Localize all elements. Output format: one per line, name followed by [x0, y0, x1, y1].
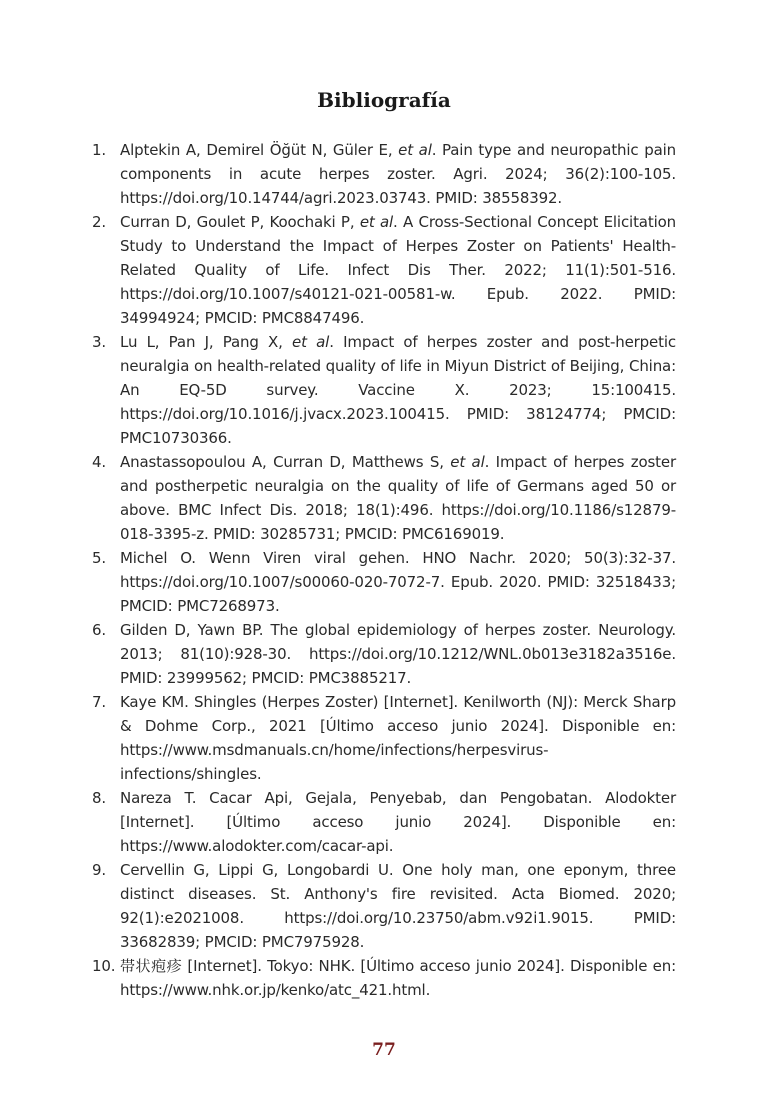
reference-text: Nareza T. Cacar Api, Gejala, Penyebab, dan Pengobatan. Alodokter [Internet]. [Último acceso junio 2024]. Disponible en: https://www.alodokter.com/cacar-api.	[120, 789, 676, 855]
reference-item	[92, 786, 676, 858]
reference-text: . Pain type and neuropathic pain components in acute herpes zoster. Agri. 2024; 36(2):100-105. https://doi.org/10.14744/agri.2023.03743. PMID: 38558392.	[120, 141, 676, 207]
reference-text: Gilden D, Yawn BP. The global epidemiology of herpes zoster. Neurology. 2013; 81(10):928-30. https://doi.org/10.1212/WNL.0b013e3182a3516e. PMID: 23999562; PMCID: PMC3885217.	[120, 621, 676, 687]
reference-number: 4.	[92, 453, 107, 471]
reference-text: Cervellin G, Lippi G, Longobardi U. One holy man, one eponym, three distinct diseases. St. Anthony's fire revisited. Acta Biomed. 2020; 92(1):e2021008. https://doi.org/10.23750/abm.v92i1.9015. PMID: 33682839; PMCID: PMC7975928.	[120, 861, 676, 951]
reference-number: 3.	[92, 333, 107, 351]
reference-item	[92, 858, 676, 954]
reference-text: Anastassopoulou A, Curran D, Matthews S,	[120, 453, 451, 471]
reference-item	[92, 450, 676, 546]
reference-item	[92, 690, 676, 786]
reference-text: . Impact of herpes zoster and post-herpetic neuralgia on health-related quality of life in Miyun District of Beijing, China: An EQ-5D survey. Vaccine X. 2023; 15:100415. https://doi.org/10.1016/j.jvacx.2023.100415. PMID: 38124774; PMCID: PMC10730366.	[120, 333, 676, 447]
reference-number: 5.	[92, 549, 107, 567]
page-title: Bibliografía	[317, 88, 451, 112]
reference-text: . A Cross-Sectional Concept Elicitation Study to Understand the Impact of Herpes Zoster on Patients' Health-Related Quality of Life. Infect Dis Ther. 2022; 11(1):501-516. https://doi.org/10.1007/s40121-021-00581-w. Epub. 2022. PMID: 34994924; PMCID: PMC8847496.	[120, 213, 676, 327]
reference-text: 帯状疱疹 [Internet]. Tokyo: NHK. [Último acceso junio 2024]. Disponible en: https://www.nhk.or.jp/kenko/atc_421.html.	[120, 957, 676, 999]
reference-text: Curran D, Goulet P, Koochaki P,	[120, 213, 360, 231]
reference-number: 2.	[92, 213, 107, 231]
reference-item	[92, 954, 676, 1002]
reference-number: 7.	[92, 693, 107, 711]
reference-item	[92, 546, 676, 618]
reference-item	[92, 210, 676, 330]
reference-item	[92, 138, 676, 210]
reference-et-al: et al	[450, 453, 485, 471]
reference-text: . Impact of herpes zoster and postherpetic neuralgia on the quality of life of Germans aged 50 or above. BMC Infect Dis. 2018; 18(1):496. https://doi.org/10.1186/s12879-018-3395-z. PMID: 30285731; PMCID: PMC6169019.	[120, 453, 676, 543]
reference-text: Lu L, Pan J, Pang X,	[120, 333, 293, 351]
reference-number: 10.	[92, 957, 116, 975]
reference-number: 9.	[92, 861, 107, 879]
reference-number: 1.	[92, 141, 107, 159]
reference-number: 8.	[92, 789, 107, 807]
reference-item	[92, 618, 676, 690]
reference-list	[92, 138, 676, 1002]
reference-text: Alptekin A, Demirel Öğüt N, Güler E,	[120, 141, 399, 159]
page-number: 77	[372, 1040, 396, 1060]
reference-et-al: et al	[359, 213, 394, 231]
reference-et-al: et al	[398, 141, 432, 159]
reference-item	[92, 330, 676, 450]
reference-et-al: et al	[292, 333, 330, 351]
reference-text: Michel O. Wenn Viren viral gehen. HNO Nachr. 2020; 50(3):32-37. https://doi.org/10.1007/s00060-020-7072-7. Epub. 2020. PMID: 32518433; PMCID: PMC7268973.	[120, 549, 676, 615]
reference-number: 6.	[92, 621, 107, 639]
reference-text: Kaye KM. Shingles (Herpes Zoster) [Internet]. Kenilworth (NJ): Merck Sharp & Dohme Corp., 2021 [Último acceso junio 2024]. Disponible en: https://www.msdmanuals.cn/home/infections/herpesvirus-infections/shingles.	[120, 693, 676, 783]
